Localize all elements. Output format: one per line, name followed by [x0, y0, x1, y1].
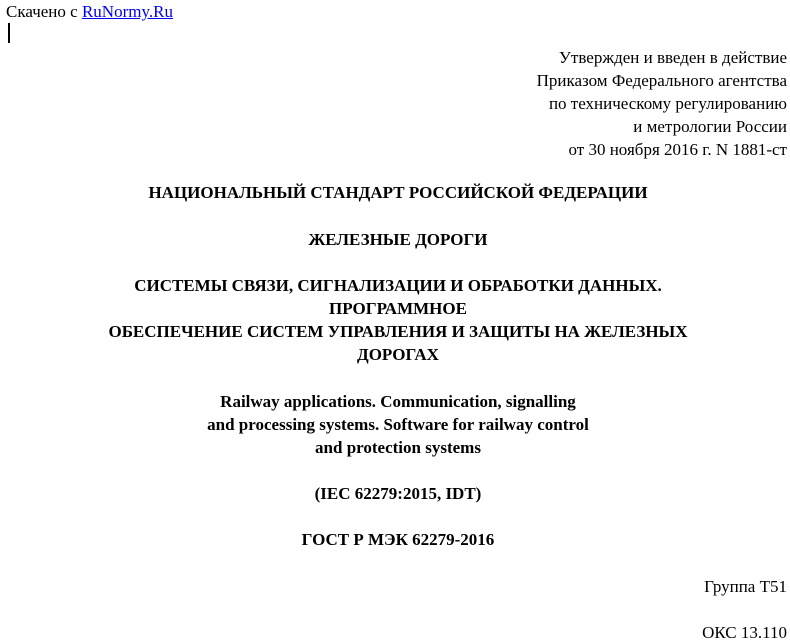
download-source-line [6, 2, 173, 22]
english-title [0, 390, 790, 459]
download-source-link[interactable]: RuNormy.Ru [81, 2, 173, 21]
approval-line: Утвержден и введен в действие [558, 48, 787, 67]
classification-group: Группа T51 [704, 577, 787, 596]
gost-designation [0, 528, 790, 551]
railways-heading [0, 228, 790, 251]
systems-title [0, 274, 790, 366]
approval-block [537, 46, 787, 161]
systems-title-line: ОБЕСПЕЧЕНИЕ СИСТЕМ УПРАВЛЕНИЯ И ЗАЩИТЫ НА ЖЕЛЕЗНЫХ [108, 322, 688, 341]
railways-heading-text: ЖЕЛЕЗНЫЕ ДОРОГИ [308, 230, 488, 249]
gost-designation-text: ГОСТ Р МЭК 62279-2016 [301, 530, 495, 549]
standard-heading [0, 181, 790, 204]
standard-heading-text: НАЦИОНАЛЬНЫЙ СТАНДАРТ РОССИЙСКОЙ ФЕДЕРАЦИИ [148, 183, 648, 202]
systems-title-line: ДОРОГАХ [357, 345, 439, 364]
iec-reference [0, 482, 790, 505]
approval-line: Приказом Федерального агентства [536, 71, 787, 90]
systems-title-line: ПРОГРАММНОЕ [329, 299, 467, 318]
text-cursor [8, 23, 10, 43]
iec-reference-text: (IEC 62279:2015, IDT) [314, 484, 482, 503]
classification-oks: ОКС 13.110 [702, 623, 787, 642]
approval-line: по техническому регулированию [548, 94, 787, 113]
english-title-line: and processing systems. Software for railway control [207, 415, 589, 434]
systems-title-line: СИСТЕМЫ СВЯЗИ, СИГНАЛИЗАЦИИ И ОБРАБОТКИ ДАННЫХ. [134, 276, 662, 295]
english-title-line: and protection systems [315, 438, 481, 457]
download-source-prefix: Скачено с [6, 2, 82, 21]
approval-line: и метрологии России [633, 117, 787, 136]
approval-line: от 30 ноября 2016 г. N 1881-ст [568, 140, 787, 159]
english-title-line: Railway applications. Communication, signalling [220, 392, 576, 411]
